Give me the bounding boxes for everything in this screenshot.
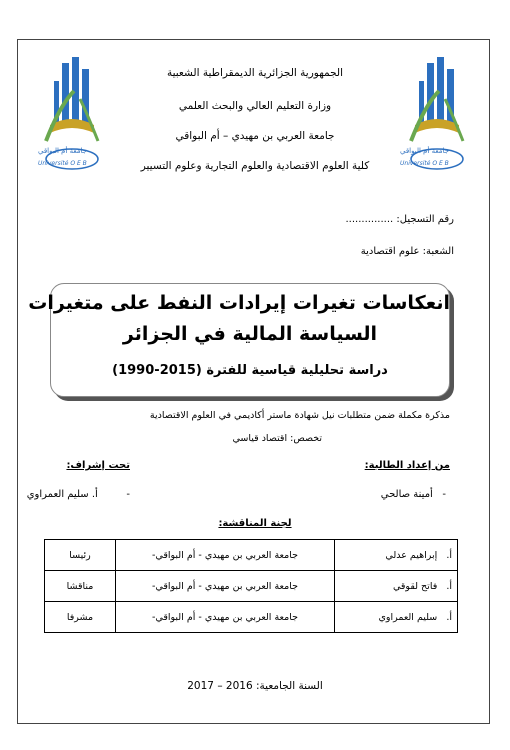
student-name: أمينة صالحي [380,489,433,500]
student-label: من إعداد الطالبة: [364,460,450,471]
registration-field [346,214,455,226]
committee-member [335,540,458,571]
committee-member [335,602,458,633]
member-name: سليم العمراوي [378,611,438,623]
branch-value: علوم اقتصادية [360,246,420,257]
thesis-title-line1: انعكاسات تغيرات إيرادات النفط على متغيرات [28,292,450,314]
thesis-subtitle: دراسة تحليلية قياسية للفترة (2015-1990) [112,363,388,378]
member-name: إبراهيم عدلي [385,549,438,561]
supervisor-label: تحت إشراف: [66,460,130,471]
registration-value: ............... [345,214,394,225]
table-row [45,602,458,633]
member-role: مشرفا [45,602,116,633]
member-institution: جامعة العربي بن مهيدي - أم البواقي- [116,602,335,633]
header-ministry: وزارة التعليم العالي والبحث العلمي [178,100,332,112]
registration-label: رقم التسجيل: [396,214,454,225]
table-row [45,540,458,571]
member-institution: جامعة العربي بن مهيدي - أم البواقي- [116,571,335,602]
memo-line: مذكرة مكملة ضمن متطلبات نيل شهادة ماستر أكاديمي في العلوم الاقتصادية [149,410,450,421]
committee-label: لجنة المناقشة: [218,518,292,529]
branch-label: الشعبة: [422,246,454,257]
header-faculty: كلية العلوم الاقتصادية والعلوم التجارية وعلوم التسيير [140,160,370,172]
committee-table [44,539,458,633]
supervisor-entry [27,489,130,501]
member-title: أ. [446,549,452,561]
logo-text-right-ar: جامعة أم البواقي [400,147,449,155]
header-university: جامعة العربي بن مهيدي – أم البواقي [175,130,335,142]
academic-year-value: 2016 – 2017 [187,680,253,692]
logo-text-right-fr: Université O E B [400,160,449,167]
logo-text-left-fr: Université O E B [38,160,87,167]
member-title: أ. [446,611,452,623]
member-title: أ. [446,580,452,592]
member-name: فاتح لقوقي [392,580,438,592]
committee-member [335,571,458,602]
supervisor-dash: - [126,489,130,500]
student-dash: - [442,489,446,500]
table-row [45,571,458,602]
student-entry [381,489,446,501]
thesis-title-line2: السياسة المالية في الجزائر [122,323,378,345]
supervisor-name: أ. سليم العمراوي [26,489,98,500]
memo-specialty: تخصص: اقتصاد قياسي [232,433,322,444]
member-institution: جامعة العربي بن مهيدي - أم البواقي- [116,540,335,571]
logo-text-left-ar: جامعة أم البواقي [38,147,87,155]
member-role: رئيسا [45,540,116,571]
branch-field [361,246,454,258]
academic-year [130,680,380,693]
member-role: مناقشا [45,571,116,602]
header-republic: الجمهورية الجزائرية الديمقراطية الشعبية [166,67,344,79]
academic-year-label: السنة الجامعية: [256,680,323,692]
